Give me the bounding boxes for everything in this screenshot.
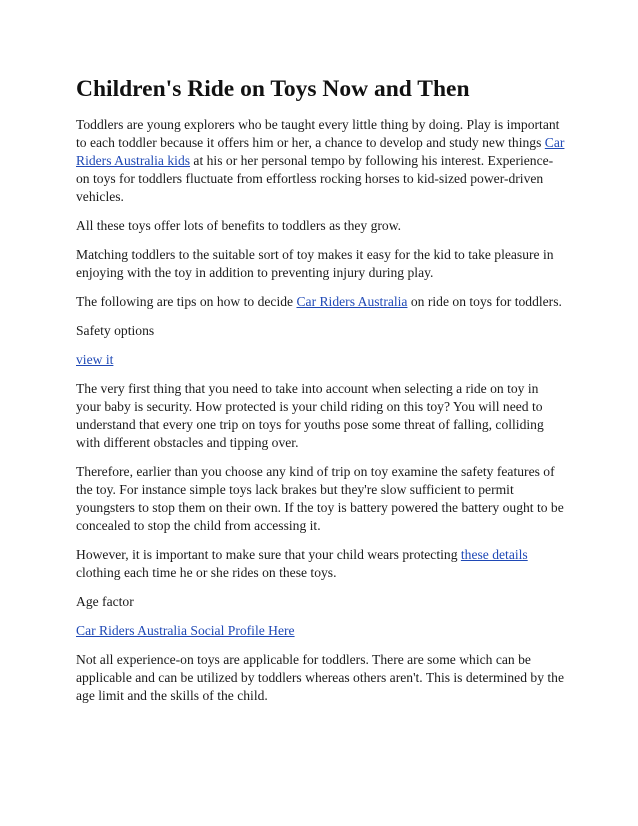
paragraph-protective-text-end: clothing each time he or she rides on these toys.	[76, 565, 337, 580]
page-title: Children's Ride on Toys Now and Then	[76, 76, 470, 102]
paragraph-social-profile	[76, 622, 566, 640]
document-page	[76, 74, 566, 716]
paragraph-matching: Matching toddlers to the suitable sort of toy makes it easy for the kid to take pleasure in enjoying with the toy in addition to preventing injury during play.	[76, 247, 554, 280]
paragraph-tips-text-end: on ride on toys for toddlers.	[407, 294, 562, 309]
view-it-link[interactable]: view it	[76, 352, 114, 367]
paragraph-intro	[76, 116, 566, 206]
paragraph-intro-text-end: at his or her personal tempo by following his interest. Experience-on toys for toddlers fluctuate from effortless rocking horses to kid-sized power-driven vehicles.	[76, 153, 554, 204]
paragraph-security: The very first thing that you need to take into account when selecting a ride on toy in your baby is security. How protected is your child riding on this toy? You will need to understand that every one trip on toys for youths pose some threat of falling, colliding with different obstacles and tipping over.	[76, 381, 544, 450]
paragraph-tips	[76, 293, 566, 311]
paragraph-protective-text-start: However, it is important to make sure that your child wears protecting	[76, 547, 461, 562]
these-details-link[interactable]: these details	[460, 547, 528, 562]
heading-age-factor: Age factor	[76, 594, 134, 609]
heading-safety-options: Safety options	[76, 323, 155, 338]
car-riders-kids-link[interactable]: Car Riders Australia kids	[76, 135, 565, 168]
car-riders-australia-link[interactable]: Car Riders Australia	[296, 294, 408, 309]
paragraph-view-it	[76, 351, 566, 369]
paragraph-tips-text-start: The following are tips on how to decide	[76, 294, 297, 309]
paragraph-intro-text-start: Toddlers are young explorers who be taught every little thing by doing. Play is important to each toddler because it offers him or her, a chance to develop and study new things	[76, 117, 560, 150]
paragraph-applicability: Not all experience-on toys are applicable for toddlers. There are some which can be applicable and can be utilized by toddlers whereas others aren't. This is determined by the age limit and the skills of the child.	[76, 652, 565, 703]
paragraph-benefits: All these toys offer lots of benefits to toddlers as they grow.	[76, 218, 402, 233]
social-profile-link[interactable]: Car Riders Australia Social Profile Here	[76, 623, 295, 638]
paragraph-safety-features: Therefore, earlier than you choose any kind of trip on toy examine the safety features of the toy. For instance simple toys lack brakes but they're slow sufficient to permit youngsters to stop them on their own. If the toy is battery powered the battery ought to be concealed to stop the child from accessing it.	[76, 464, 564, 533]
paragraph-protective-clothing	[76, 546, 566, 582]
